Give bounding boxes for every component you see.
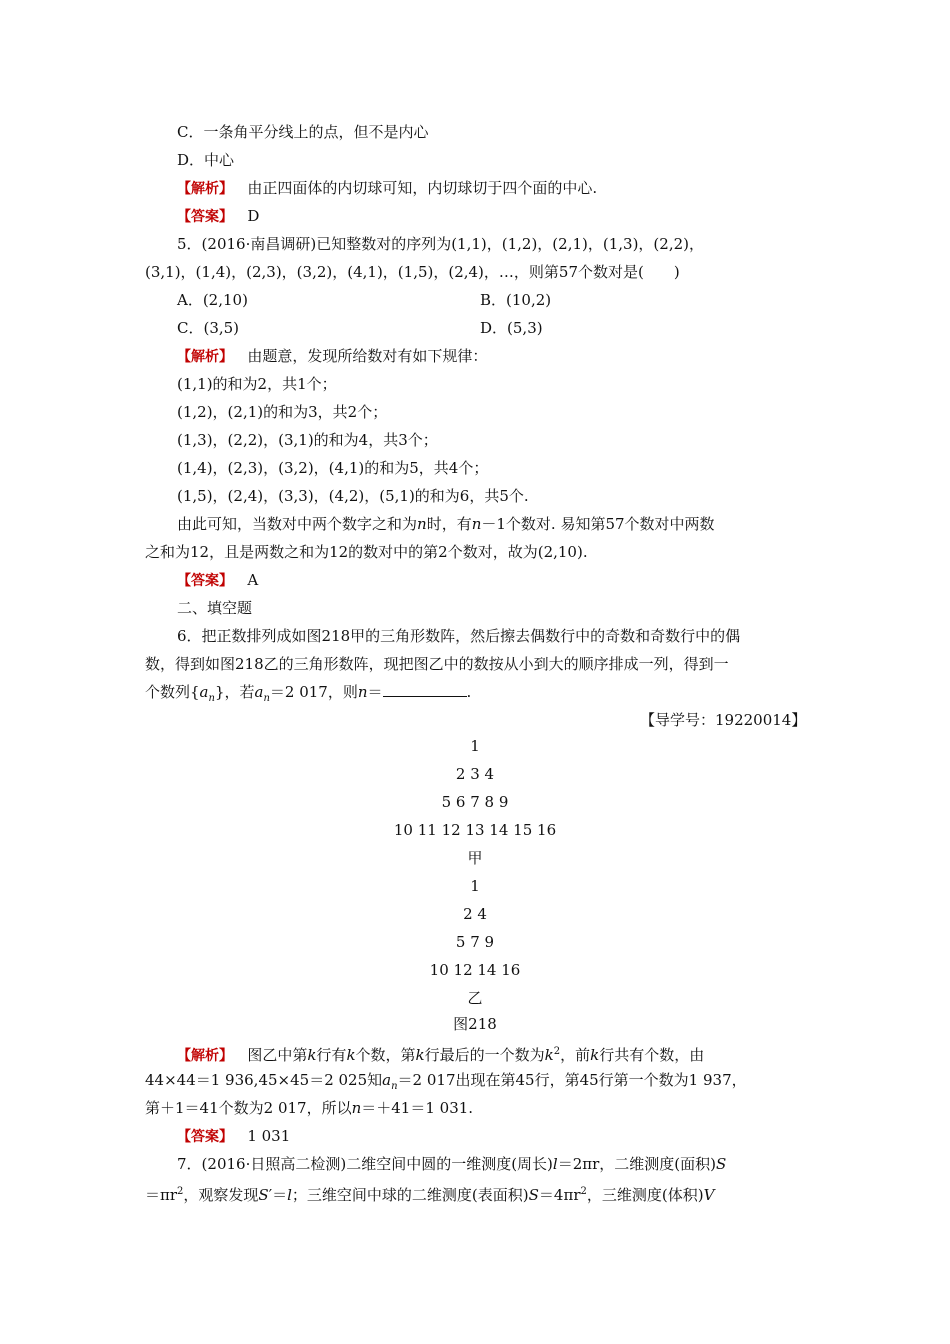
q4-analysis [177, 178, 597, 199]
triangle-yi-row: 10 12 14 16 [429, 961, 521, 979]
answer-tag: 【答案】 [177, 209, 233, 225]
var-n: n [417, 515, 427, 533]
q5-rule-5: (1,5)，(2,4)，(3,3)，(4,2)，(5,1)的和为6，共5个. [177, 487, 529, 505]
sub-n: n [208, 693, 215, 704]
text-run: 第＋1＝41个数为2 017，所以 [145, 1099, 352, 1117]
var-s: S [258, 1186, 269, 1204]
q6-stem-line2: 数，得到如图218乙的三角形数阵，现把图乙中的数按从小到大的顺序排成一列，得到一 [145, 655, 729, 673]
q6-stem-line1: 6．把正数排列成如图218甲的三角形数阵，然后擦去偶数行中的奇数和奇数行中的偶 [177, 627, 741, 645]
q6-stem-line3 [145, 682, 471, 709]
analysis-tag: 【解析】 [177, 181, 233, 197]
var-k: k [307, 1046, 317, 1064]
var-l: l [552, 1155, 558, 1173]
answer-tag: 【答案】 [177, 1129, 233, 1145]
triangle-jia-row: 5 6 7 8 9 [441, 793, 509, 811]
triangle-jia-label: 甲 [467, 849, 483, 867]
text-run: ＝2 017，则 [269, 683, 358, 701]
q4-analysis-text: 由正四面体的内切球可知，内切球切于四个面的中心. [247, 179, 598, 197]
text-run: 图乙中第 [247, 1046, 308, 1064]
text-run: ，前 [560, 1046, 591, 1064]
triangle-yi-row: 1 [470, 877, 480, 895]
text-run: ′＝ [268, 1186, 288, 1204]
triangle-yi-label: 乙 [467, 989, 483, 1007]
text-run: 7．(2016·日照高二检测)二维空间中圆的一维测度(周长) [177, 1155, 553, 1173]
q4-answer [177, 206, 259, 227]
sup-2: 2 [580, 1186, 587, 1197]
q5-option-d: D．(5,3) [480, 319, 543, 337]
text-run: ＝πr [145, 1186, 178, 1204]
q5-answer [177, 570, 258, 591]
q5-answer-text: A [247, 571, 259, 589]
figure-caption: 图218 [453, 1015, 497, 1033]
var-a: a [254, 683, 264, 701]
q5-analysis-text: 由题意，发现所给数对有如下规律： [247, 347, 488, 365]
sup-2: 2 [177, 1186, 184, 1197]
answer-blank [383, 682, 467, 697]
var-l: l [287, 1186, 292, 1204]
text-run: 行最后的一个数为 [424, 1046, 545, 1064]
guide-number: 【导学号：19220014】 [640, 711, 807, 729]
triangle-jia-row: 2 3 4 [455, 765, 495, 783]
q6-analysis-line1 [177, 1042, 704, 1066]
text-run: ，三维测度(体积) [586, 1186, 704, 1204]
var-n: n [357, 683, 368, 701]
var-k: k [415, 1046, 425, 1064]
text-run: ＝＋41＝1 031. [361, 1099, 474, 1117]
text-run: －1个数对. 易知第57个数对中两数 [481, 515, 715, 533]
text-run: ，观察发现 [183, 1186, 259, 1204]
q5-conclusion-line2: 之和为12，且是两数之和为12的数对中的第2个数对，故为(2,10). [145, 543, 588, 561]
triangle-jia-row: 10 11 12 13 14 15 16 [393, 821, 557, 839]
q6-answer [177, 1126, 290, 1147]
q5-rule-4: (1,4)，(2,3)，(3,2)，(4,1)的和为5，共4个； [177, 459, 489, 477]
triangle-yi-row: 2 4 [463, 905, 487, 923]
var-s: S [716, 1155, 727, 1173]
q6-analysis-line2 [145, 1070, 747, 1097]
text-run: 由此可知，当数对中两个数字之和为 [177, 515, 418, 533]
text-run: }，若 [214, 683, 255, 701]
q5-option-a: A．(2,10) [177, 291, 248, 309]
var-k: k [346, 1046, 356, 1064]
q4-answer-text: D [247, 207, 260, 225]
var-a: a [382, 1071, 392, 1089]
text-run: 个数列{ [145, 683, 200, 701]
text-run: ＝2πr，二维测度(面积) [557, 1155, 716, 1173]
var-k: k [544, 1046, 554, 1064]
q5-stem-line2: (3,1)，(1,4)，(2,3)，(3,2)，(4,1)，(1,5)，(2,4)，…，则第57个数对是( ) [145, 263, 680, 281]
q5-option-c: C．(3,5) [177, 319, 240, 337]
q5-option-b: B．(10,2) [480, 291, 552, 309]
q5-rule-2: (1,2)，(2,1)的和为3，共2个； [177, 403, 388, 421]
q5-rule-1: (1,1)的和为2，共1个； [177, 375, 337, 393]
q4-option-c: C．一条角平分线上的点，但不是内心 [177, 123, 429, 141]
var-v: V [703, 1186, 715, 1204]
triangle-yi-row: 5 7 9 [455, 933, 495, 951]
q5-conclusion-line1 [177, 514, 715, 534]
text-run: 行有 [316, 1046, 347, 1064]
q5-rule-3: (1,3)，(2,2)，(3,1)的和为4，共3个； [177, 431, 438, 449]
triangle-jia-row: 1 [470, 737, 480, 755]
q7-stem-line2 [145, 1182, 714, 1205]
sub-n: n [391, 1081, 398, 1092]
answer-tag: 【答案】 [177, 573, 233, 589]
sub-n: n [263, 693, 270, 704]
q6-answer-text: 1 031 [247, 1127, 291, 1145]
var-s: S [528, 1186, 539, 1204]
text-run: ＝ [367, 683, 383, 701]
analysis-tag: 【解析】 [177, 1048, 233, 1064]
section-heading: 二、填空题 [177, 599, 253, 617]
text-run: 时，有 [426, 515, 472, 533]
text-run: . [466, 683, 472, 701]
var-a: a [199, 683, 209, 701]
var-n: n [351, 1099, 362, 1117]
text-run: ＝4πr [538, 1186, 581, 1204]
q7-stem-line1 [177, 1154, 726, 1174]
text-run: 行共有个数，由 [599, 1046, 705, 1064]
text-run: ；三维空间中球的二维测度(表面积) [291, 1186, 529, 1204]
text-run: ＝2 017出现在第45行，第45行第一个数为1 937， [397, 1071, 747, 1089]
var-n: n [471, 515, 482, 533]
text-run: 个数，第 [355, 1046, 416, 1064]
q6-analysis-line3 [145, 1098, 473, 1118]
q5-stem-line1: 5．(2016·南昌调研)已知整数对的序列为(1,1)，(1,2)，(2,1)，(1,3)，(2,2)， [177, 235, 704, 253]
var-k: k [590, 1046, 600, 1064]
q4-option-d: D．中心 [177, 151, 235, 169]
sup-2: 2 [553, 1046, 561, 1057]
text-run: 44×44＝1 936,45×45＝2 025知 [145, 1071, 383, 1089]
analysis-tag: 【解析】 [177, 349, 233, 365]
q5-analysis [177, 346, 487, 367]
